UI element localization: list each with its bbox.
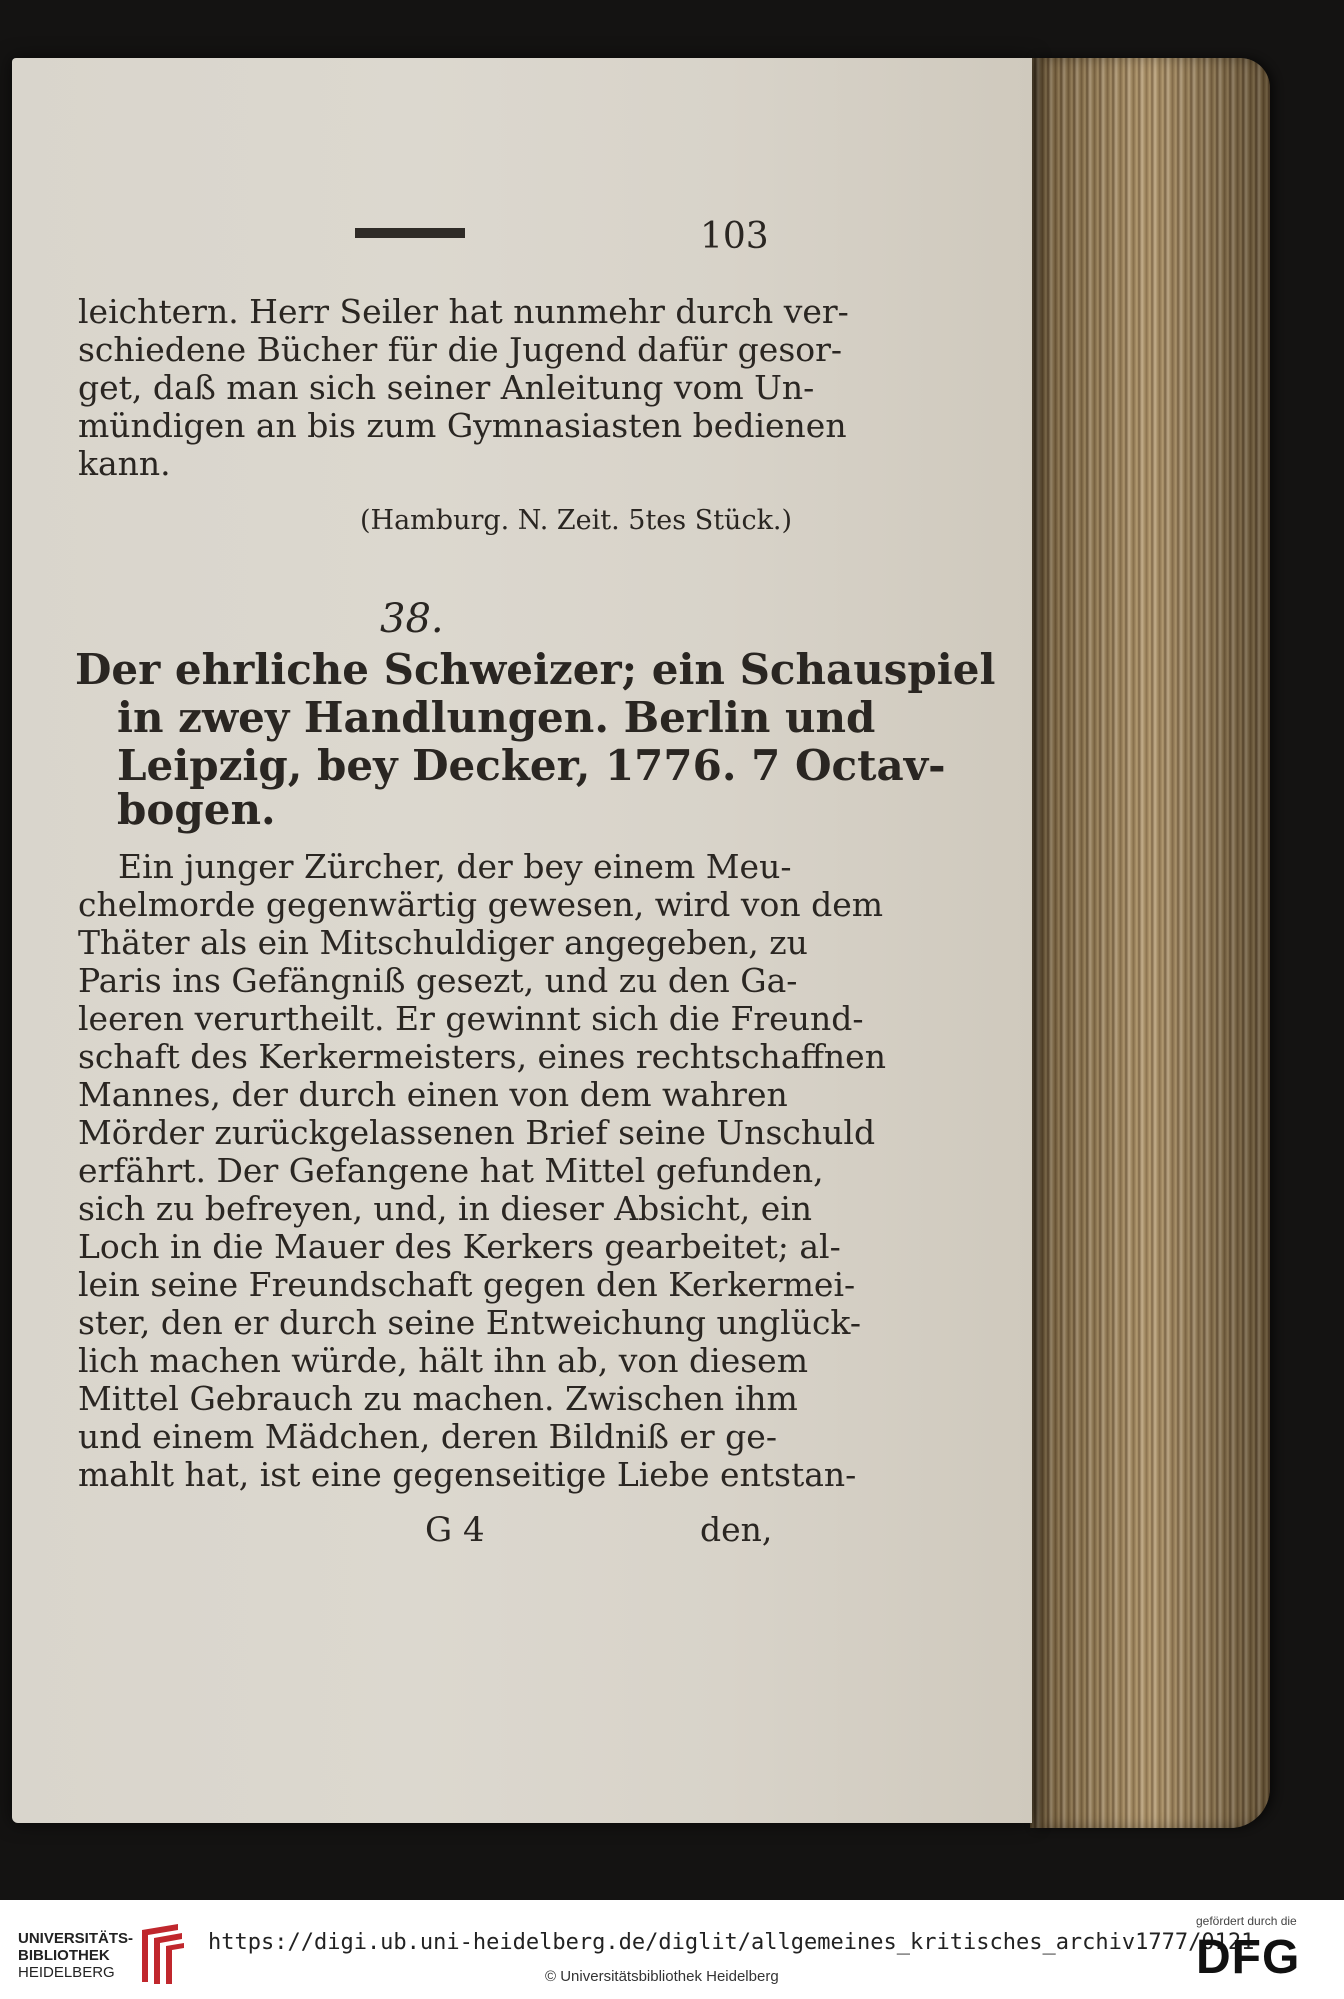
paragraph-line: schiedene Bücher für die Jugend dafür gesor- [78, 330, 843, 369]
page-number: 103 [700, 216, 769, 257]
viewer-footer [0, 1900, 1344, 1999]
dfg-logo: DFG [1196, 1931, 1301, 1984]
entry-title-line: in zwey Handlungen. Berlin und [117, 693, 876, 742]
body-line: ster, den er durch seine Entweichung unglück- [78, 1303, 861, 1342]
library-logo-line: BIBLIOTHEK [18, 1947, 110, 1964]
source-reference: (Hamburg. N. Zeit. 5tes Stück.) [360, 505, 793, 536]
entry-number: 38. [380, 596, 444, 642]
body-line: Paris ins Gefängniß gesezt, und zu den Ga- [78, 961, 798, 1000]
entry-title-line: Leipzig, bey Decker, 1776. 7 Octav- [117, 741, 946, 790]
paragraph-line: mündigen an bis zum Gymnasiasten bedienen [78, 406, 847, 445]
body-line: leeren verurtheilt. Er gewinnt sich die Freund- [78, 999, 864, 1038]
paragraph-line: kann. [78, 444, 171, 483]
entry-title-line: Der ehrliche Schweizer; ein Schauspiel [75, 645, 996, 694]
catchword: den, [700, 1510, 773, 1549]
body-line: Ein junger Zürcher, der bey einem Meu- [118, 847, 792, 886]
body-line: Mannes, der durch einen von dem wahren [78, 1075, 788, 1114]
body-line: Mittel Gebrauch zu machen. Zwischen ihm [78, 1379, 798, 1418]
body-line: erfährt. Der Gefangene hat Mittel gefunden, [78, 1151, 824, 1190]
copyright-notice: © Universitätsbibliothek Heidelberg [545, 1968, 779, 1985]
body-line: und einem Mädchen, deren Bildniß er ge- [78, 1417, 777, 1456]
library-logo-text [18, 1930, 133, 1981]
signature-mark: G 4 [425, 1510, 485, 1550]
library-logo-line: UNIVERSITÄTS- [18, 1930, 134, 1947]
library-logo-line: HEIDELBERG [18, 1964, 115, 1981]
body-line: mahlt hat, ist eine gegenseitige Liebe entstan- [78, 1455, 857, 1494]
paragraph-line: get, daß man sich seiner Anleitung vom Un- [78, 368, 815, 407]
body-line: Mörder zurückgelassenen Brief seine Unschuld [78, 1113, 876, 1152]
body-line: sich zu befreyen, und, in dieser Absicht, ein [78, 1189, 813, 1228]
body-line: chelmorde gegenwärtig gewesen, wird von dem [78, 885, 884, 924]
entry-title-line: bogen. [117, 785, 276, 834]
body-line: lein seine Freundschaft gegen den Kerkermei- [78, 1265, 856, 1304]
page-block-edge-shade [1030, 58, 1270, 1828]
body-line: schaft des Kerkermeisters, eines rechtschaffnen [78, 1037, 886, 1076]
library-logo-icon [138, 1922, 186, 1986]
body-line: Thäter als ein Mitschuldiger angegeben, zu [78, 923, 808, 962]
paragraph-line: leichtern. Herr Seiler hat nunmehr durch ver- [78, 292, 849, 331]
funding-note: gefördert durch die [1196, 1914, 1297, 1928]
permalink-url[interactable]: https://digi.ub.uni-heidelberg.de/diglit/allgemeines_kritisches_archiv1777/0121 [208, 1930, 1255, 1955]
body-line: Loch in die Mauer des Kerkers gearbeitet; al- [78, 1227, 841, 1266]
body-line: lich machen würde, hält ihn ab, von diesem [78, 1341, 808, 1380]
header-rule [355, 228, 465, 238]
